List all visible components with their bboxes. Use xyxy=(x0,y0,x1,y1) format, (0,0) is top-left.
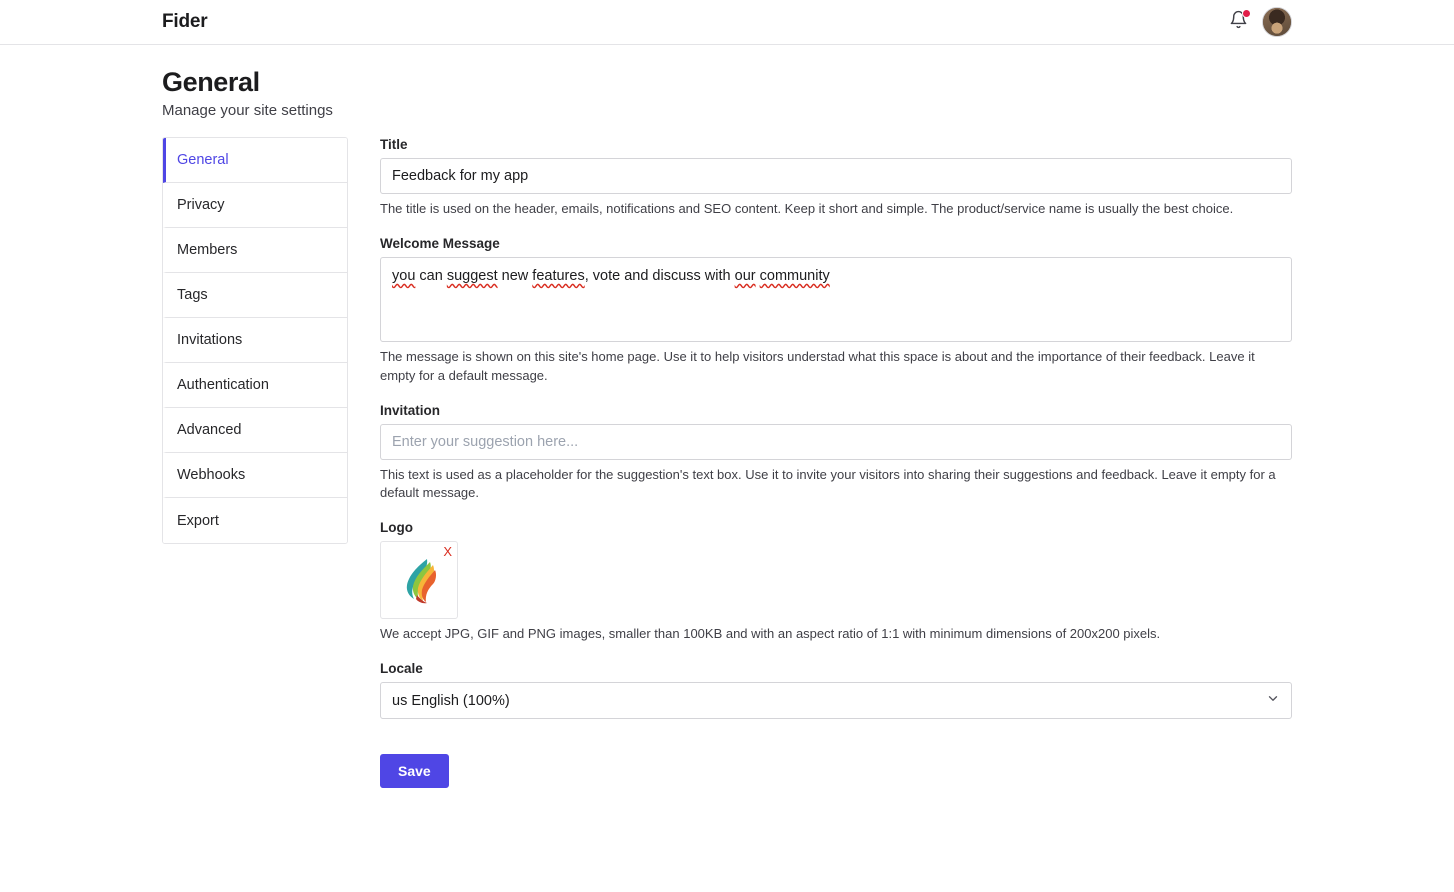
sidebar-item-export[interactable] xyxy=(163,498,347,543)
remove-logo-button[interactable]: X xyxy=(443,544,452,560)
logo-hint: We accept JPG, GIF and PNG images, smaller than 100KB and with an aspect ratio of 1:1 with minimum dimensions of 200x200 pixels. xyxy=(380,626,1161,642)
sidebar-item-authentication[interactable] xyxy=(163,363,347,408)
page-subtitle: Manage your site settings xyxy=(162,102,333,119)
logo-label: Logo xyxy=(380,520,413,536)
general-settings-form xyxy=(364,137,1292,788)
sidebar-item-label: Members xyxy=(177,242,238,258)
settings-layout xyxy=(162,137,1292,788)
sidebar-item-members[interactable] xyxy=(163,228,347,273)
field-locale xyxy=(380,661,1292,719)
save-button[interactable]: Save xyxy=(380,754,449,788)
invitation-hint: This text is used as a placeholder for the suggestion's text box. Use it to invite your visitors into sharing their suggestions and feedback. Leave it empty for a default message. xyxy=(380,466,1276,501)
settings-page xyxy=(0,45,1454,788)
field-invitation xyxy=(380,403,1292,504)
field-logo xyxy=(380,520,1292,644)
sidebar-item-label: Tags xyxy=(177,287,208,303)
sidebar-item-label: Export xyxy=(177,512,219,529)
sidebar-item-general[interactable] xyxy=(163,138,347,183)
invitation-label: Invitation xyxy=(380,402,440,418)
sidebar-item-advanced[interactable] xyxy=(163,408,347,453)
welcome-message-hint: The message is shown on this site's home page. Use it to help visitors understad what this space is about and the importance of their feedback. Leave it empty for a default message. xyxy=(380,348,1255,383)
sidebar-item-label: Invitations xyxy=(177,332,243,348)
settings-side-menu xyxy=(162,137,348,544)
locale-label: Locale xyxy=(380,661,423,677)
sidebar-item-label: Webhooks xyxy=(177,467,246,483)
brand-logo-text[interactable]: Fider xyxy=(162,11,208,32)
site-logo-image xyxy=(397,555,441,605)
logo-upload-box[interactable] xyxy=(380,541,458,619)
invitation-input[interactable] xyxy=(380,424,1292,460)
sidebar-item-label: Authentication xyxy=(177,377,269,393)
sidebar-item-label: Privacy xyxy=(177,197,225,213)
locale-select-wrapper xyxy=(380,682,1292,719)
notifications-button[interactable] xyxy=(1226,10,1250,34)
welcome-message-label: Welcome Message xyxy=(380,235,500,251)
sidebar-item-privacy[interactable] xyxy=(163,183,347,228)
welcome-message-textarea[interactable]: you can suggest new features, vote and discuss with our community xyxy=(380,257,1292,342)
sidebar-item-label: General xyxy=(177,152,229,168)
avatar-image xyxy=(1263,8,1291,36)
title-label: Title xyxy=(380,137,408,152)
title-hint: The title is used on the header, emails, notifications and SEO content. Keep it short and simple. The product/service name is usually the best choice. xyxy=(380,201,1234,216)
field-welcome-message xyxy=(380,236,1292,386)
locale-select[interactable] xyxy=(380,682,1292,719)
sidebar-item-invitations[interactable] xyxy=(163,318,347,363)
sidebar-item-tags[interactable] xyxy=(163,273,347,318)
title-input[interactable] xyxy=(380,158,1292,194)
notification-badge-dot xyxy=(1242,9,1251,18)
sidebar-item-webhooks[interactable] xyxy=(163,453,347,498)
page-title: General xyxy=(162,67,260,97)
topbar-actions xyxy=(1226,7,1292,37)
avatar[interactable] xyxy=(1262,7,1292,37)
field-title xyxy=(380,137,1292,219)
sidebar-item-label: Advanced xyxy=(177,422,242,438)
top-navigation-bar xyxy=(0,0,1454,45)
